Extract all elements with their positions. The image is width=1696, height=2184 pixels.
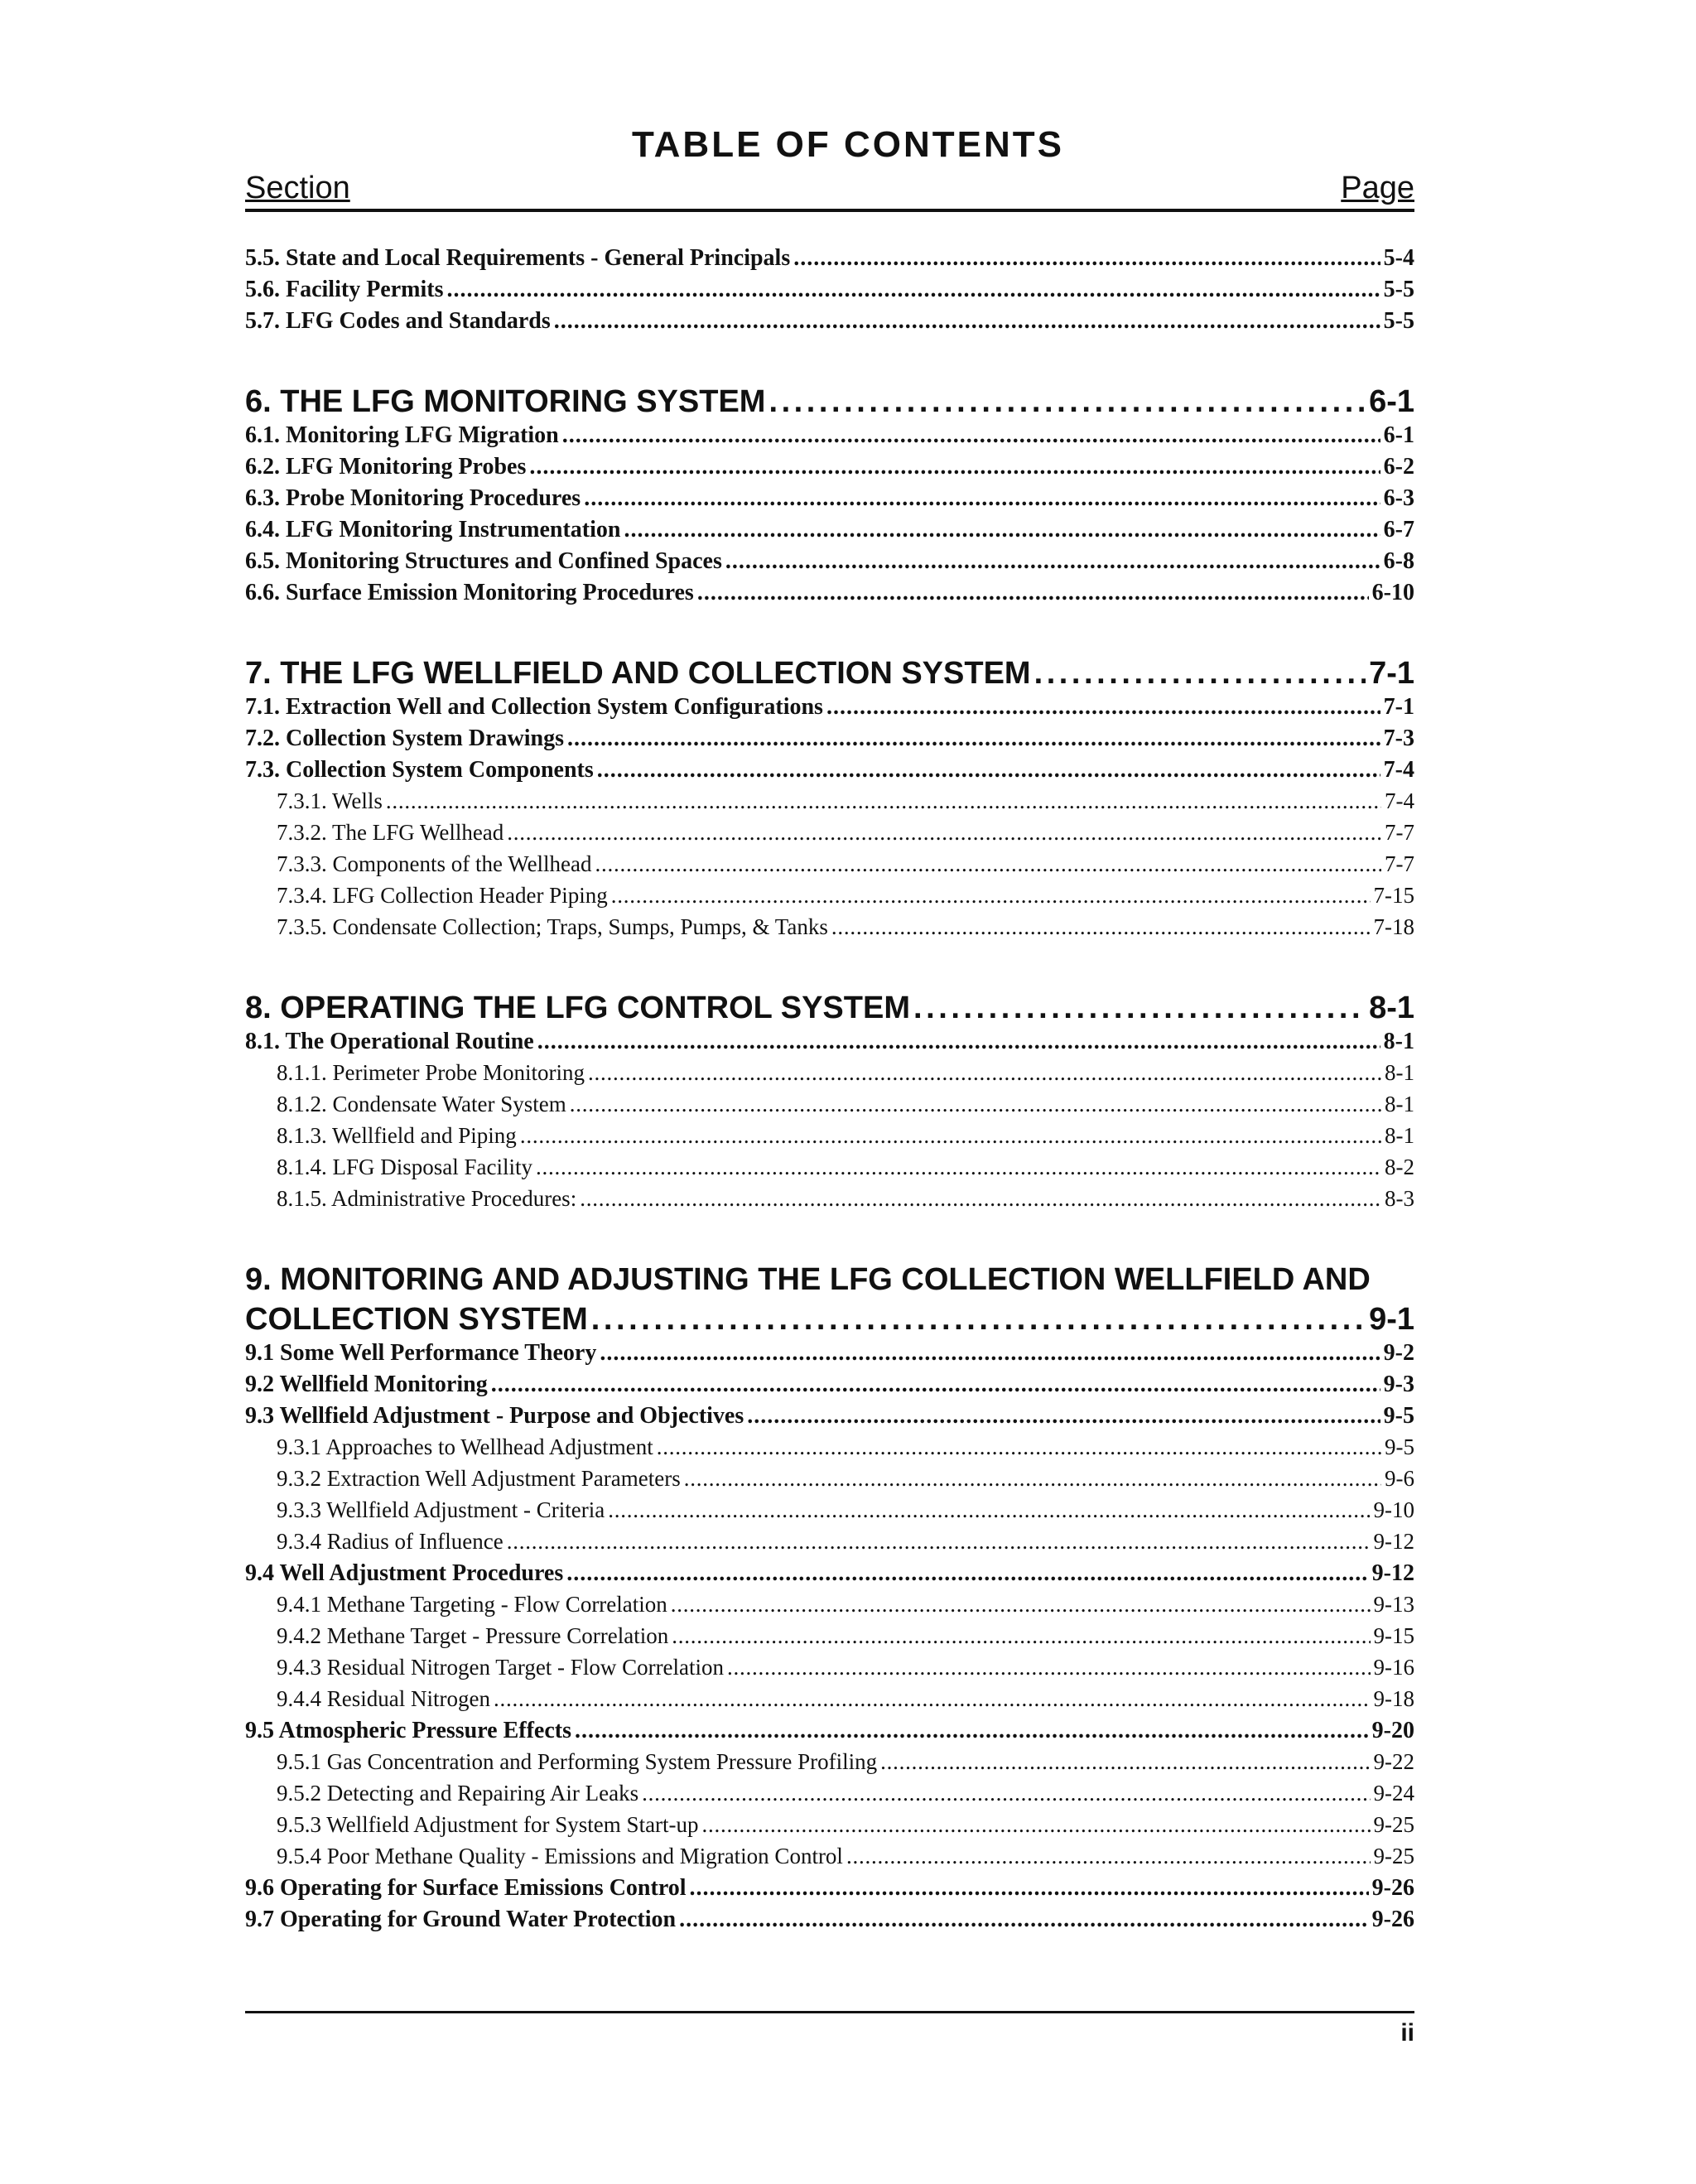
toc-subentry[interactable]: 8.1.3. Wellfield and Piping . . . 8-1 (245, 1123, 1414, 1155)
toc-entry[interactable]: 9.1 Some Well Performance Theory . . . 9-2 (245, 1340, 1414, 1372)
toc-subentry[interactable]: 9.4.4 Residual Nitrogen . . . 9-18 (245, 1686, 1414, 1718)
toc-chapter-8[interactable]: 8. OPERATING THE LFG CONTROL SYSTEM . . . 8-1 (245, 991, 1414, 1029)
page-title: TABLE OF CONTENTS (632, 124, 1064, 165)
toc-subentry[interactable]: 9.3.1 Approaches to Wellhead Adjustment . . . 9-5 (245, 1434, 1414, 1466)
toc-entry[interactable]: 6.3. Probe Monitoring Procedures . . . 6-3 (245, 485, 1414, 517)
toc-subentry[interactable]: 9.4.3 Residual Nitrogen Target - Flow Correlation . . . 9-16 (245, 1655, 1414, 1686)
page-column-heading: Page (1341, 171, 1414, 205)
toc-subentry[interactable]: 9.5.3 Wellfield Adjustment for System Start-up . . . 9-25 (245, 1812, 1414, 1844)
toc-subentry[interactable]: 8.1.1. Perimeter Probe Monitoring . . . 8-1 (245, 1060, 1414, 1092)
toc-subentry[interactable]: 9.3.2 Extraction Well Adjustment Parameters . . . 9-6 (245, 1466, 1414, 1497)
toc-subentry[interactable]: 7.3.4. LFG Collection Header Piping . . . 7-15 (245, 883, 1414, 914)
toc-entry[interactable]: 9.5 Atmospheric Pressure Effects . . . 9-20 (245, 1718, 1414, 1749)
toc-subentry[interactable]: 9.5.2 Detecting and Repairing Air Leaks . . . 9-24 (245, 1781, 1414, 1812)
toc-subentry[interactable]: 9.4.2 Methane Target - Pressure Correlation . . . 9-15 (245, 1623, 1414, 1655)
toc-subentry[interactable]: 7.3.1. Wells . . . 7-4 (245, 788, 1414, 820)
toc-entry[interactable]: 9.2 Wellfield Monitoring . . . 9-3 (245, 1372, 1414, 1403)
toc-subentry[interactable]: 9.3.3 Wellfield Adjustment - Criteria . . . 9-10 (245, 1497, 1414, 1529)
toc-chapter-9[interactable]: COLLECTION SYSTEM . . . 9-1 (245, 1302, 1414, 1340)
toc-subentry[interactable]: 7.3.2. The LFG Wellhead . . . 7-7 (245, 820, 1414, 851)
footer-page-number: ii (1400, 2019, 1414, 2047)
toc-subentry[interactable]: 8.1.2. Condensate Water System . . . 8-1 (245, 1092, 1414, 1123)
toc-entry[interactable]: 7.1. Extraction Well and Collection System Configurations . . . 7-1 (245, 694, 1414, 726)
toc-subentry[interactable]: 9.5.1 Gas Concentration and Performing System Pressure Profiling . . . 9-22 (245, 1749, 1414, 1781)
toc-subentry[interactable]: 9.4.1 Methane Targeting - Flow Correlation . . . 9-13 (245, 1592, 1414, 1623)
toc-subentry[interactable]: 8.1.5. Administrative Procedures: . . . 8-3 (245, 1186, 1414, 1217)
toc-subentry[interactable]: 7.3.5. Condensate Collection; Traps, Sumps, Pumps, & Tanks . . . 7-18 (245, 914, 1414, 946)
toc-chapter-9-title-line1[interactable]: 9. MONITORING AND ADJUSTING THE LFG COLLECTION WELLFIELD AND (245, 1262, 1371, 1297)
toc-entry[interactable]: 5.6. Facility Permits . . . 5-5 (245, 277, 1414, 308)
footer-rule (245, 2011, 1414, 2013)
table-of-contents (245, 245, 1414, 1938)
toc-entry[interactable]: 6.4. LFG Monitoring Instrumentation . . . 6-7 (245, 517, 1414, 548)
toc-entry[interactable]: 9.3 Wellfield Adjustment - Purpose and Objectives . . . 9-5 (245, 1403, 1414, 1434)
toc-chapter-6[interactable]: 6. THE LFG MONITORING SYSTEM . . . 6-1 (245, 384, 1414, 422)
toc-subentry[interactable]: 7.3.3. Components of the Wellhead . . . 7-7 (245, 851, 1414, 883)
toc-entry[interactable]: 9.6 Operating for Surface Emissions Control . . . 9-26 (245, 1875, 1414, 1907)
toc-entry[interactable]: 6.1. Monitoring LFG Migration . . . 6-1 (245, 422, 1414, 454)
toc-subentry[interactable]: 9.5.4 Poor Methane Quality - Emissions and Migration Control . . . 9-25 (245, 1844, 1414, 1875)
toc-entry[interactable]: 9.7 Operating for Ground Water Protection . . . 9-26 (245, 1907, 1414, 1938)
chapter-9-entries (245, 1340, 1414, 1938)
toc-entry[interactable]: 6.5. Monitoring Structures and Confined Spaces . . . 6-8 (245, 548, 1414, 580)
toc-entry[interactable]: 5.5. State and Local Requirements - General Principals . . . 5-4 (245, 245, 1414, 277)
toc-chapter-7[interactable]: 7. THE LFG WELLFIELD AND COLLECTION SYSTEM . . . 7-1 (245, 656, 1414, 694)
toc-entry[interactable]: 7.2. Collection System Drawings . . . 7-3 (245, 726, 1414, 757)
toc-entry[interactable]: 6.2. LFG Monitoring Probes . . . 6-2 (245, 454, 1414, 485)
section-column-heading: Section (245, 171, 350, 205)
toc-subentry[interactable]: 8.1.4. LFG Disposal Facility . . . 8-2 (245, 1155, 1414, 1186)
toc-subentry[interactable]: 9.3.4 Radius of Influence . . . 9-12 (245, 1529, 1414, 1560)
toc-entry[interactable]: 9.4 Well Adjustment Procedures . . . 9-12 (245, 1560, 1414, 1592)
toc-entry[interactable]: 5.7. LFG Codes and Standards . . . 5-5 (245, 308, 1414, 340)
toc-entry[interactable]: 7.3. Collection System Components . . . 7-4 (245, 757, 1414, 788)
toc-entry[interactable]: 8.1. The Operational Routine . . . 8-1 (245, 1029, 1414, 1060)
toc-entry[interactable]: 6.6. Surface Emission Monitoring Procedures . . . 6-10 (245, 580, 1414, 611)
header-rule (245, 209, 1414, 212)
